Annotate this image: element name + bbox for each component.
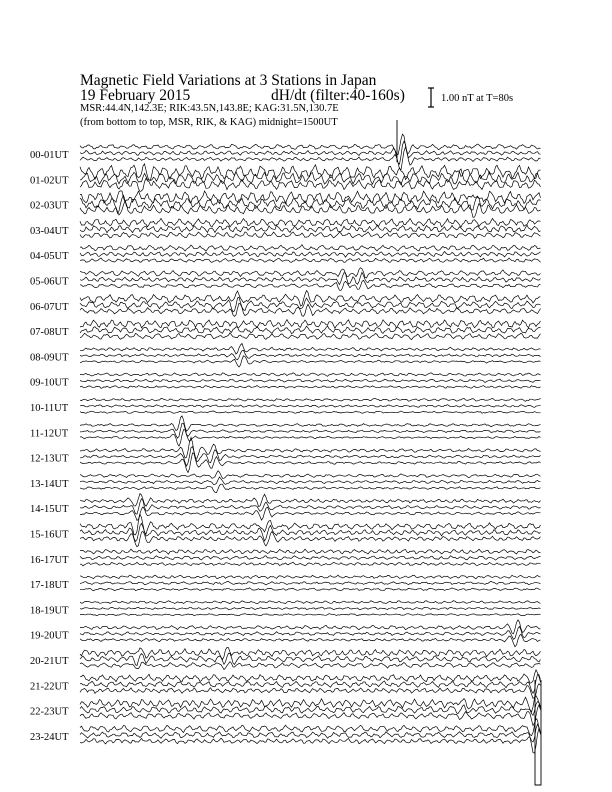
row-10-11UT [30,398,541,414]
row-07-08UT [30,320,541,340]
row-label: 19-20UT [30,630,69,642]
row-label: 14-15UT [30,504,69,516]
row-label: 21-22UT [30,681,69,693]
trace-KAG [80,514,541,535]
row-label: 04-05UT [30,251,69,263]
row-label: 00-01UT [30,150,69,161]
trace-KAG [80,494,541,507]
row-17-18UT [30,575,541,591]
row-22-23UT [30,696,541,726]
row-label: 08-09UT [30,352,69,364]
trace-KAG [80,416,541,431]
trace-KAG [80,343,541,354]
trace-MSR [80,147,541,170]
station-coordinates: MSR:44.4N,142.3E; RIK:43.5N,143.8E; KAG:31.5N,130.7E [80,103,339,114]
row-14-15UT [30,494,541,521]
scale-label: 1.00 nT at T=80s [441,93,514,104]
trace-RIK [80,607,541,610]
row-01-02UT [30,164,541,192]
row-00-01UT [30,134,541,170]
trace-KAG [80,218,541,227]
scale-bar [428,88,434,107]
trace-KAG [80,601,541,604]
row-label: 13-14UT [30,478,69,490]
trace-RIK [80,141,541,164]
trace-KAG [80,398,541,401]
row-label: 17-18UT [30,580,69,592]
row-label: 18-19UT [30,605,69,617]
row-21-22UT [30,670,541,699]
trace-KAG [80,268,541,278]
row-label: 05-06UT [30,276,69,288]
trace-MSR [80,258,541,263]
row-11-12UT [30,416,541,446]
trace-MSR [80,386,541,389]
trace-MSR [80,280,541,290]
row-09-10UT [30,373,541,389]
trace-MSR [80,588,541,591]
row-label: 20-21UT [30,656,69,667]
trace-KAG [80,620,541,634]
trace-KAG [80,437,541,458]
trace-MSR [80,333,541,340]
row-label: 11-12UT [30,428,69,440]
trace-KAG [80,320,541,329]
trace-RIK [80,252,541,258]
row-20-21UT [30,647,541,669]
row-06-07UT [30,291,541,317]
trace-RIK [80,350,541,360]
row-15-16UT [30,514,541,546]
trace-KAG [80,191,541,204]
row-02-03UT [30,191,541,218]
trace-RIK [80,477,541,485]
row-04-05UT [30,245,541,263]
row-label: 07-08UT [30,327,69,339]
trace-KAG [80,471,541,479]
trace-KAG [80,164,541,180]
row-05-06UT [30,268,541,291]
row-18-19UT [30,601,541,617]
trace-MSR [80,662,541,670]
trace-RIK [80,405,541,408]
trace-RIK [80,581,541,585]
row-13-14UT [30,471,541,493]
trace-MSR [80,411,541,413]
trace-MSR [80,562,541,566]
row-12-13UT [30,437,541,472]
row-label: 16-17UT [30,554,69,566]
row-label: 22-23UT [30,706,69,718]
trace-MSR [80,705,541,726]
trace-KAG [80,549,541,554]
trace-RIK [80,326,541,334]
row-label: 12-13UT [30,453,69,465]
trace-KAG [80,718,541,735]
trace-RIK [80,556,541,560]
trace-MSR [80,728,541,753]
row-16-17UT [30,549,541,566]
row-label: 10-11UT [30,403,69,414]
trace-KAG [80,575,541,579]
row-label: 06-07UT [30,301,69,313]
chart-date: 19 February 2015 [80,87,191,104]
trace-RIK [80,225,541,233]
row-label: 09-10UT [30,377,69,389]
trace-MSR [80,634,541,647]
row-19-20UT [30,620,541,647]
row-label: 02-03UT [30,200,69,212]
chart-title: Magnetic Field Variations at 3 Stations in Japan [80,72,377,89]
trace-MSR [80,303,541,316]
trace-KAG [80,647,541,659]
row-label: 23-24UT [30,731,69,743]
trace-MSR [80,232,541,238]
trace-MSR [80,356,541,367]
row-label: 01-02UT [30,175,69,187]
row-label: 15-16UT [30,529,69,541]
row-08-09UT [30,343,541,367]
trace-KAG [80,245,541,251]
trace-MSR [80,614,541,616]
trace-MSR [80,484,541,492]
trace-RIK [80,379,541,383]
row-03-04UT [30,218,541,238]
trace-MSR [80,201,541,217]
row-23-24UT [30,718,541,753]
trace-order-note: (from bottom to top, MSR, RIK, & KAG) midnight=1500UT [80,117,338,128]
trace-KAG [80,373,541,377]
chart-quantity: dH/dt (filter:40-160s) [271,87,405,104]
row-label: 03-04UT [30,225,69,237]
